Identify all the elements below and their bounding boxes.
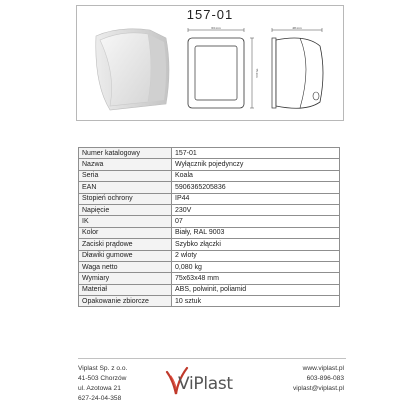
spec-value: Szybko złączki bbox=[172, 239, 340, 250]
footer-divider bbox=[78, 358, 346, 359]
spec-label: Materiał bbox=[79, 284, 172, 295]
spec-row bbox=[79, 216, 340, 227]
spec-value: 10 sztuk bbox=[172, 296, 340, 307]
company-contact bbox=[293, 364, 344, 394]
spec-value: 5906365205836 bbox=[172, 182, 340, 193]
spec-value: ABS, polwinit, poliamid bbox=[172, 284, 340, 295]
address-line-1: 41-503 Chorzów bbox=[78, 375, 127, 382]
spec-row bbox=[79, 227, 340, 238]
spec-value: Wyłącznik pojedynczy bbox=[172, 159, 340, 170]
product-photo bbox=[88, 24, 178, 114]
viplast-logo-text: ViPlast bbox=[178, 374, 233, 394]
side-depth-label: 48 mm bbox=[292, 26, 302, 30]
spec-row bbox=[79, 239, 340, 250]
spec-value: 07 bbox=[172, 216, 340, 227]
spec-row bbox=[79, 159, 340, 170]
spec-label: EAN bbox=[79, 182, 172, 193]
email-link[interactable]: viplast@viplast.pl bbox=[292, 385, 344, 392]
spec-label: Dławiki gumowe bbox=[79, 250, 172, 261]
contact-phone: 603-896-083 bbox=[306, 375, 344, 382]
spec-value: IP44 bbox=[172, 193, 340, 204]
spec-value: Koala bbox=[172, 170, 340, 181]
company-address bbox=[78, 364, 127, 404]
product-code-title: 157-01 bbox=[186, 7, 234, 22]
spec-value: 75x63x48 mm bbox=[172, 273, 340, 284]
spec-row bbox=[79, 250, 340, 261]
spec-label: Stopień ochrony bbox=[79, 193, 172, 204]
spec-label: Opakowanie zbiorcze bbox=[79, 296, 172, 307]
spec-label: Zaciski prądowe bbox=[79, 239, 172, 250]
spec-row bbox=[79, 170, 340, 181]
spec-value: Biały, RAL 9003 bbox=[172, 227, 340, 238]
company-phone: 627-24-04-358 bbox=[78, 395, 122, 402]
spec-value: 230V bbox=[172, 204, 340, 215]
spec-row bbox=[79, 284, 340, 295]
spec-row bbox=[79, 148, 340, 159]
spec-label: Napięcie bbox=[79, 204, 172, 215]
spec-label: Numer katalogowy bbox=[79, 148, 172, 159]
spec-row bbox=[79, 261, 340, 272]
spec-row bbox=[79, 204, 340, 215]
front-height-label: 75 mm bbox=[255, 68, 259, 78]
spec-value: 157-01 bbox=[172, 148, 340, 159]
spec-value: 0,080 kg bbox=[172, 261, 340, 272]
front-width-label: 63 mm bbox=[211, 26, 221, 30]
spec-value: 2 wloty bbox=[172, 250, 340, 261]
spec-row bbox=[79, 193, 340, 204]
spec-label: IK bbox=[79, 216, 172, 227]
specification-table bbox=[78, 147, 340, 307]
spec-label: Nazwa bbox=[79, 159, 172, 170]
spec-label: Seria bbox=[79, 170, 172, 181]
spec-label: Waga netto bbox=[79, 261, 172, 272]
front-view-drawing bbox=[180, 26, 260, 116]
address-line-2: ul. Azotowa 21 bbox=[78, 385, 121, 392]
company-name: Viplast Sp. z o.o. bbox=[78, 365, 128, 372]
spec-label: Kolor bbox=[79, 227, 172, 238]
spec-row bbox=[79, 273, 340, 284]
side-view-drawing bbox=[266, 26, 332, 116]
spec-row bbox=[79, 296, 340, 307]
spec-row bbox=[79, 182, 340, 193]
website-link[interactable]: www.viplast.pl bbox=[302, 365, 344, 372]
spec-label: Wymiary bbox=[79, 273, 172, 284]
